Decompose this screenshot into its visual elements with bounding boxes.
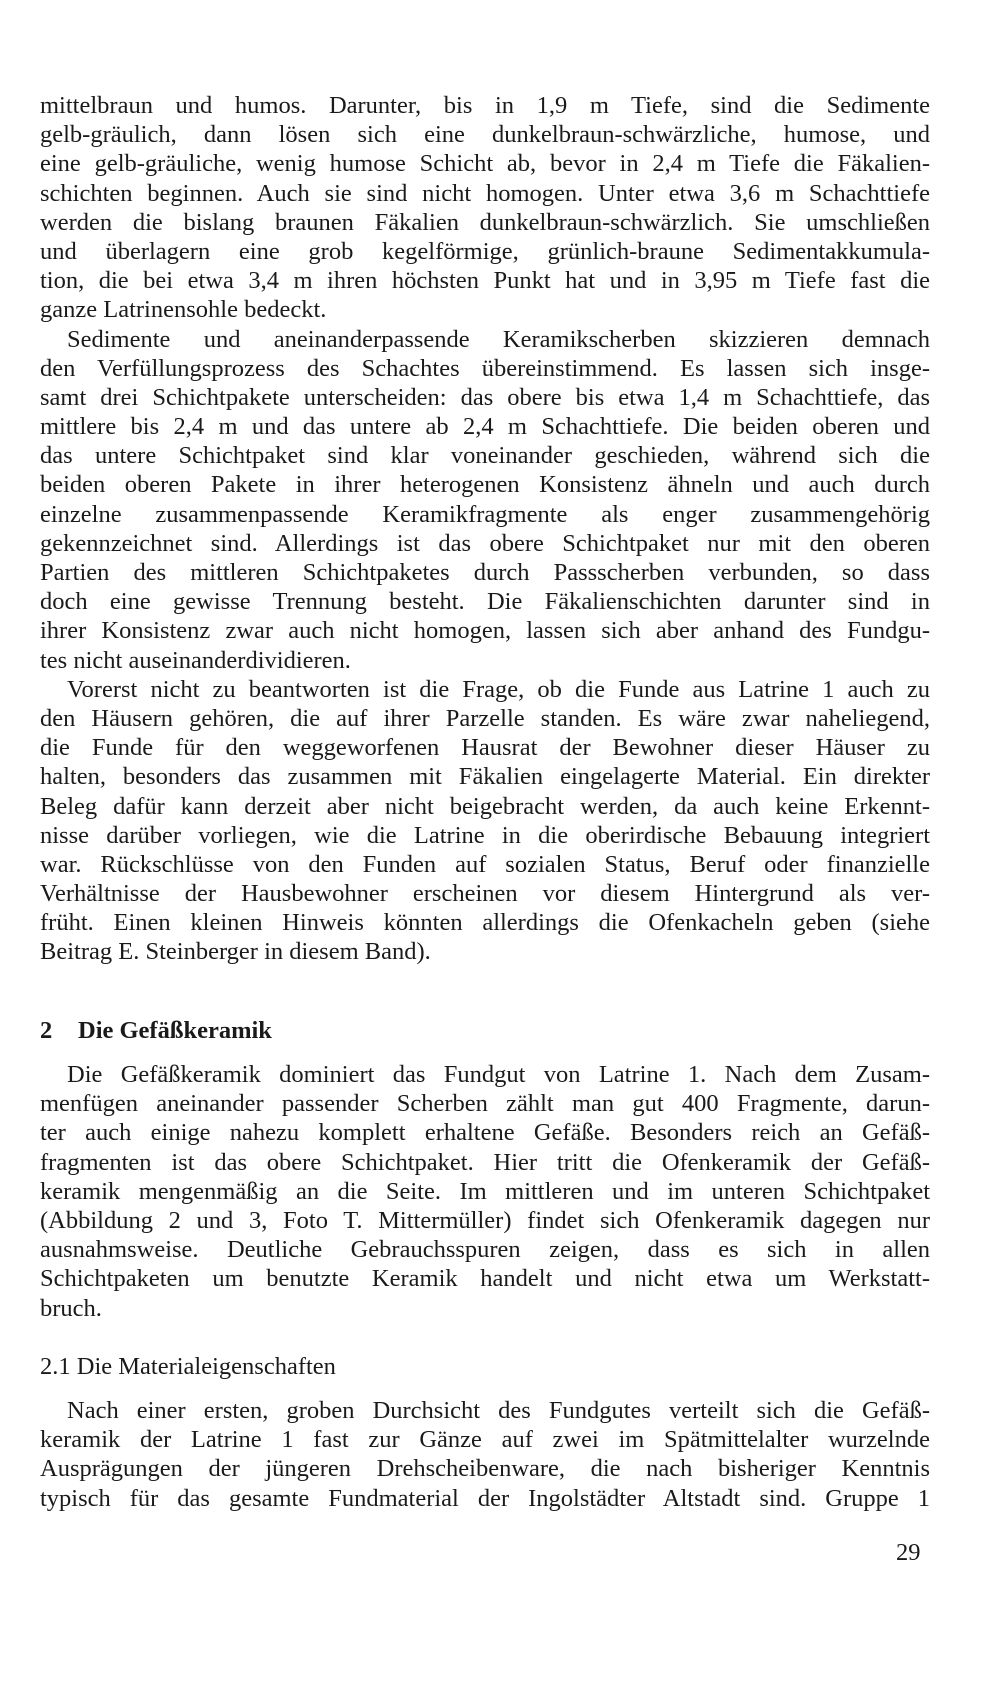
text-line: ihrer Konsistenz zwar auch nicht homogen, lassen sich aber anhand des Fundgu- <box>40 617 930 645</box>
section-title: Die Gefäßkeramik <box>78 1017 272 1044</box>
text-line: Ausprägungen der jüngeren Drehscheibenware, die nach bisheriger Kenntnis <box>40 1455 930 1483</box>
text-line: eine gelb-gräuliche, wenig humose Schicht ab, bevor in 2,4 m Tiefe die Fäkalien- <box>40 150 930 178</box>
text-line: Beitrag E. Steinberger in diesem Band). <box>40 938 431 966</box>
text-line: samt drei Schichtpakete unterscheiden: das obere bis etwa 1,4 m Schachttiefe, das <box>40 383 930 411</box>
text-line: war. Rückschlüsse von den Funden auf sozialen Status, Beruf oder finanzielle <box>40 850 930 878</box>
text-line: menfügen aneinander passender Scherben zählt man gut 400 Fragmente, darun- <box>40 1090 930 1118</box>
text-line: Die Gefäßkeramik dominiert das Fundgut von Latrine 1. Nach dem Zusam- <box>67 1061 930 1088</box>
text-line: Vorerst nicht zu beantworten ist die Frage, ob die Funde aus Latrine 1 auch zu <box>67 675 930 703</box>
text-line: tes nicht auseinanderdividieren. <box>40 646 351 674</box>
page-number: 29 <box>896 1539 921 1566</box>
text-line: (Abbildung 2 und 3, Foto T. Mittermüller) findet sich Ofenkeramik dagegen nur <box>40 1206 930 1234</box>
text-line: ganze Latrinensohle bedeckt. <box>40 296 327 324</box>
text-line: mittelbraun und humos. Darunter, bis in 1,9 m Tiefe, sind die Sedimente <box>40 92 930 119</box>
text-line: Partien des mittleren Schichtpaketes durch Passscherben verbunden, so dass <box>40 559 930 586</box>
subsection-heading <box>40 1352 336 1381</box>
section-heading <box>40 1016 272 1045</box>
text-line: ausnahmsweise. Deutliche Gebrauchsspuren zeigen, dass es sich in allen <box>40 1236 930 1264</box>
text-line: das untere Schichtpaket sind klar voneinander geschieden, während sich die <box>40 442 930 470</box>
section-number: 2 <box>40 1017 53 1044</box>
text-line: keramik mengenmäßig an die Seite. Im mittleren und im unteren Schichtpaket <box>40 1177 930 1205</box>
text-line: Beleg dafür kann derzeit aber nicht beigebracht werden, da auch keine Erkennt- <box>40 792 930 820</box>
text-line: beiden oberen Pakete in ihrer heterogenen Konsistenz ähneln und auch durch <box>40 471 930 499</box>
body-text-block-1 <box>40 91 930 967</box>
text-line: den Verfüllungsprozess des Schachtes übereinstimmend. Es lassen sich insge- <box>40 354 930 382</box>
text-line: typisch für das gesamte Fundmaterial der Ingolstädter Altstadt sind. Gruppe 1 <box>40 1484 930 1512</box>
text-line: werden die bislang braunen Fäkalien dunkelbraun-schwärzlich. Sie umschließen <box>40 208 930 236</box>
text-line: fragmenten ist das obere Schichtpaket. Hier tritt die Ofenkeramik der Gefäß- <box>40 1148 930 1176</box>
text-line: schichten beginnen. Auch sie sind nicht homogen. Unter etwa 3,6 m Schachttiefe <box>40 179 930 207</box>
text-line: doch eine gewisse Trennung besteht. Die Fäkalienschichten darunter sind in <box>40 588 930 616</box>
text-line: Schichtpaketen um benutzte Keramik handelt und nicht etwa um Werkstatt- <box>40 1265 930 1293</box>
text-line: den Häusern gehören, die auf ihrer Parzelle standen. Es wäre zwar naheliegend, <box>40 704 930 732</box>
text-line: Sedimente und aneinanderpassende Keramikscherben skizzieren demnach <box>67 325 930 353</box>
subsection-title: 2.1 Die Materialeigenschaften <box>40 1353 336 1380</box>
text-line: ter auch einige nahezu komplett erhaltene Gefäße. Besonders reich an Gefäß- <box>40 1119 930 1147</box>
text-line: bruch. <box>40 1294 102 1322</box>
text-line: gekennzeichnet sind. Allerdings ist das obere Schichtpaket nur mit den oberen <box>40 529 930 557</box>
text-line: früht. Einen kleinen Hinweis könnten allerdings die Ofenkacheln geben (siehe <box>40 909 930 937</box>
text-line: Verhältnisse der Hausbewohner erscheinen vor diesem Hintergrund als ver- <box>40 880 930 908</box>
text-line: Nach einer ersten, groben Durchsicht des Fundgutes verteilt sich die Gefäß- <box>67 1397 930 1424</box>
text-line: gelb-gräulich, dann lösen sich eine dunkelbraun-schwärzliche, humose, und <box>40 121 930 149</box>
text-line: die Funde für den weggeworfenen Hausrat der Bewohner dieser Häuser zu <box>40 734 930 762</box>
text-line: mittlere bis 2,4 m und das untere ab 2,4 m Schachttiefe. Die beiden oberen und <box>40 413 930 441</box>
text-line: keramik der Latrine 1 fast zur Gänze auf zwei im Spätmittelalter wurzelnde <box>40 1426 930 1454</box>
body-text-block-3 <box>40 1396 930 1513</box>
text-line: tion, die bei etwa 3,4 m ihren höchsten Punkt hat und in 3,95 m Tiefe fast die <box>40 267 930 295</box>
text-line: einzelne zusammenpassende Keramikfragmente als enger zusammengehörig <box>40 500 930 528</box>
text-line: nisse darüber vorliegen, wie die Latrine in die oberirdische Bebauung integriert <box>40 821 930 849</box>
text-line: und überlagern eine grob kegelförmige, grünlich-braune Sedimentakkumula- <box>40 237 930 265</box>
text-line: halten, besonders das zusammen mit Fäkalien eingelagerte Material. Ein direkter <box>40 763 930 791</box>
body-text-block-2 <box>40 1060 930 1323</box>
